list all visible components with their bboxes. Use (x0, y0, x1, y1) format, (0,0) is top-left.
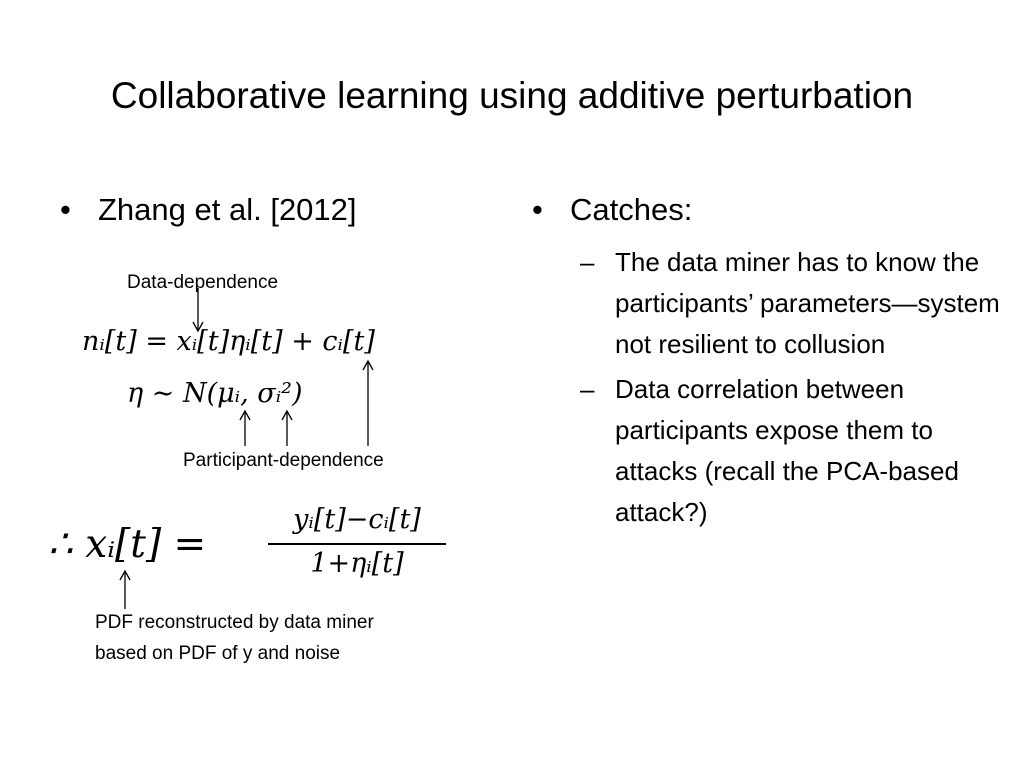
pdf-note-line-2: based on PDF of y and noise (95, 643, 341, 664)
sub-bullet-1-text: The data miner has to know the participants’ parameters—system not resilient to collusion (615, 247, 1000, 359)
bullet-dot-icon: • (60, 192, 71, 227)
bullet-dot-icon: • (532, 192, 543, 227)
equation-noise: nᵢ[t] = xᵢ[t]ηᵢ[t] + cᵢ[t] (82, 326, 375, 357)
sub-bullet-2-text: Data correlation between participants expose them to attacks (recall the PCA-based attack?) (615, 374, 959, 527)
equation-distribution: η ∼ N(μᵢ, σᵢ²) (127, 378, 303, 409)
pdf-note-line-1: PDF reconstructed by data miner (95, 612, 374, 633)
equation-numerator: yᵢ[t]−cᵢ[t] (293, 504, 421, 535)
participant-dependence-label: Participant-dependence (183, 450, 384, 471)
equation-reconstruction-lhs: ∴ xᵢ[t] = (48, 522, 207, 567)
dash-icon: – (580, 247, 595, 277)
left-bullet-text: Zhang et al. [2012] (98, 192, 357, 227)
equation-denominator: 1+ηᵢ[t] (310, 548, 404, 579)
data-dependence-label: Data-dependence (127, 272, 279, 293)
slide-title: Collaborative learning using additive perturbation (110, 75, 914, 116)
right-bullet-text: Catches: (570, 192, 693, 227)
dash-icon: – (580, 374, 595, 404)
